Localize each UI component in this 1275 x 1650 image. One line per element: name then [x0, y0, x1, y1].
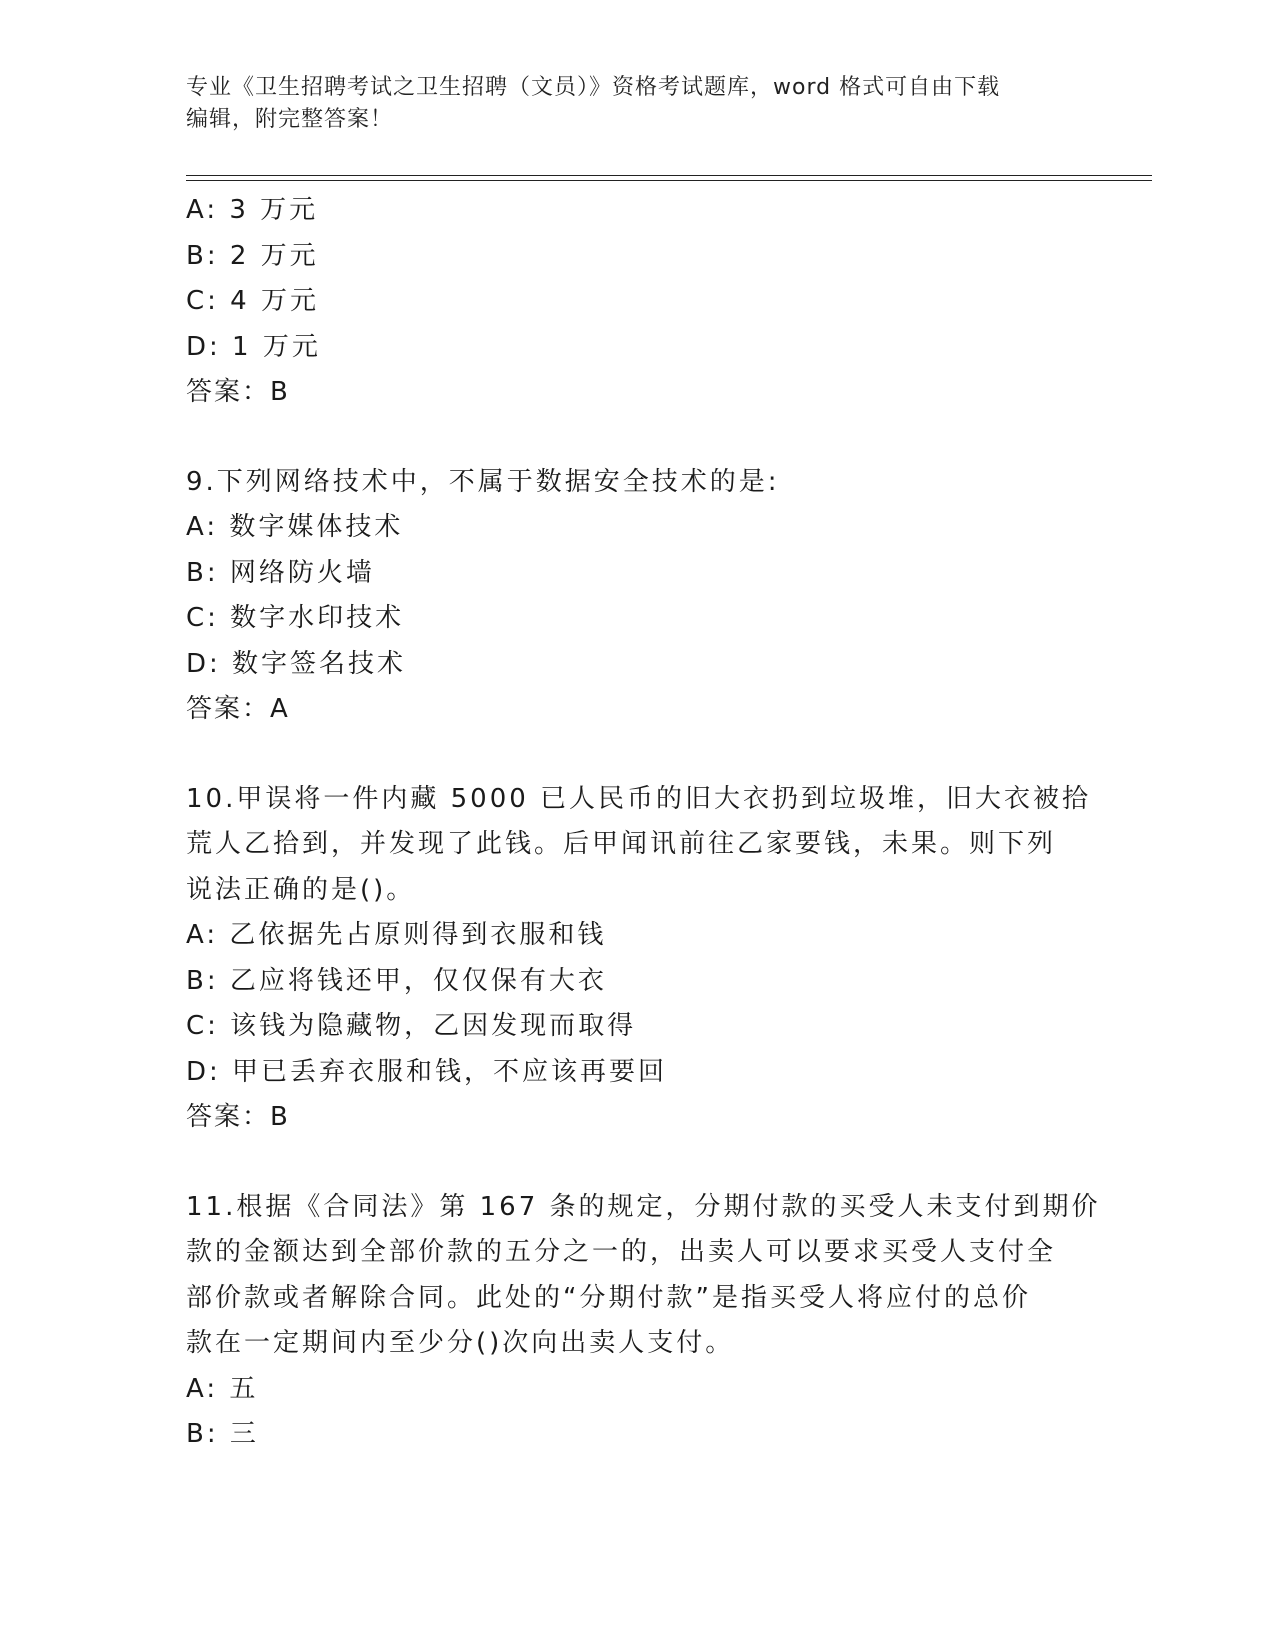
question-text-line-1: 11.根据《合同法》第 167 条的规定，分期付款的买受人未支付到期价: [186, 1191, 1101, 1222]
answer: 答案：A: [186, 694, 290, 724]
question-9: [186, 460, 1066, 733]
option-b: B: 三: [186, 1419, 259, 1449]
option-a: A: 3 万元: [186, 195, 319, 225]
question-8: [186, 188, 1066, 416]
answer: 答案：B: [186, 377, 290, 407]
option-a: A: 数字媒体技术: [186, 512, 404, 542]
question-text-line-4: 款在一定期间内至少分()次向出卖人支付。: [186, 1328, 735, 1358]
option-b: B: 乙应将钱还甲，仅仅保有大衣: [186, 965, 607, 996]
question-text-line-3: 说法正确的是()。: [186, 874, 416, 905]
document-header: [186, 72, 1066, 136]
question-text-line-3: 部价款或者解除合同。此处的“分期付款”是指买受人将应付的总价: [186, 1282, 1031, 1313]
spacer: [186, 1141, 1066, 1185]
spacer: [186, 733, 1066, 777]
question-text-line-1: 10.甲误将一件内藏 5000 已人民币的旧大衣扔到垃圾堆，旧大衣被拾: [186, 783, 1092, 814]
header-line-2: 编辑，附完整答案！: [186, 107, 394, 132]
spacer: [186, 416, 1066, 460]
question-10: [186, 777, 1092, 1141]
option-c: C: 数字水印技术: [186, 603, 405, 633]
option-a: A: 五: [186, 1373, 259, 1404]
header-rule-bottom: [186, 180, 1152, 181]
option-d: D: 1 万元: [186, 331, 321, 362]
option-d: D: 甲已丢弃衣服和钱，不应该再要回: [186, 1056, 668, 1087]
answer: 答案：B: [186, 1102, 290, 1132]
option-b: B: 网络防火墙: [186, 557, 375, 588]
question-text: 9.下列网络技术中，不属于数据安全技术的是:: [186, 466, 780, 497]
option-a: A: 乙依据先占原则得到衣服和钱: [186, 920, 607, 950]
option-b: B: 2 万元: [186, 240, 319, 271]
option-c: C: 该钱为隐藏物，乙因发现而取得: [186, 1011, 637, 1041]
option-d: D: 数字签名技术: [186, 648, 407, 679]
header-rule-top: [186, 175, 1152, 176]
header-line-1: 专业《卫生招聘考试之卫生招聘（文员）》资格考试题库，word 格式可自由下载: [186, 75, 1001, 100]
question-list: [186, 188, 1101, 1458]
question-text-line-2: 款的金额达到全部价款的五分之一的，出卖人可以要求买受人支付全: [186, 1237, 1057, 1267]
question-11: [186, 1185, 1101, 1458]
question-text-line-2: 荒人乙拾到，并发现了此钱。后甲闻讯前往乙家要钱，未果。则下列: [186, 829, 1057, 859]
option-c: C: 4 万元: [186, 286, 319, 316]
